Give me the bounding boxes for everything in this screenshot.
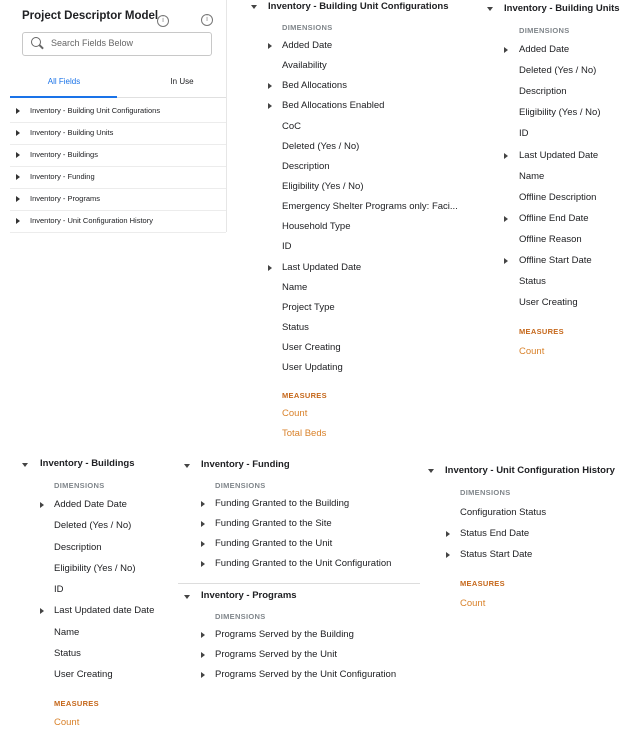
chevron-right-icon[interactable]	[504, 216, 508, 222]
chevron-right-icon	[16, 108, 20, 114]
field-item[interactable]: Offline Reason	[519, 234, 582, 245]
tab-all-fields[interactable]: All Fields	[47, 77, 81, 86]
chevron-right-icon[interactable]	[201, 521, 205, 527]
field-item[interactable]: Added Date	[519, 44, 570, 55]
field-item[interactable]: Name	[519, 171, 545, 182]
active-tab-indicator	[10, 96, 117, 98]
sidebar-item-funding[interactable]	[10, 166, 226, 189]
field-item[interactable]: Programs Served by the Unit	[215, 649, 337, 660]
chevron-down-icon[interactable]	[184, 595, 190, 599]
field-item[interactable]: Funding Granted to the Unit	[215, 538, 333, 549]
field-item[interactable]: Deleted (Yes / No)	[282, 141, 360, 152]
field-item[interactable]: Bed Allocations	[282, 80, 347, 91]
field-item[interactable]: Status	[54, 648, 81, 659]
chevron-right-icon	[16, 130, 20, 136]
field-item[interactable]: Funding Granted to the Site	[215, 518, 332, 529]
field-item[interactable]: Household Type	[282, 221, 351, 232]
chevron-right-icon[interactable]	[268, 103, 272, 109]
section-divider	[178, 583, 420, 584]
field-item[interactable]: Programs Served by the Unit Configuration	[215, 669, 397, 680]
field-picker-panel	[10, 0, 227, 232]
search-input[interactable]	[51, 36, 201, 50]
sidebar-item-label: Inventory - Building Unit Configurations	[30, 106, 161, 115]
field-item[interactable]: Status	[519, 276, 546, 287]
field-item[interactable]: ID	[54, 584, 64, 595]
field-item[interactable]: Emergency Shelter Programs only: Faci...	[282, 201, 458, 212]
view-title[interactable]: Inventory - Building Unit Configurations	[268, 1, 449, 12]
chevron-down-icon[interactable]	[487, 7, 493, 11]
field-item[interactable]: User Creating	[282, 342, 341, 353]
field-item[interactable]: Eligibility (Yes / No)	[54, 563, 136, 574]
measures-label: MEASURES	[519, 327, 564, 336]
chevron-right-icon[interactable]	[446, 531, 450, 537]
dimensions-label: DIMENSIONS	[215, 612, 266, 621]
chevron-right-icon[interactable]	[201, 501, 205, 507]
field-item[interactable]: Programs Served by the Building	[215, 629, 354, 640]
chevron-right-icon	[16, 218, 20, 224]
field-item[interactable]: User Updating	[282, 362, 343, 373]
field-item[interactable]: Status Start Date	[460, 549, 533, 560]
tab-in-use[interactable]: In Use	[170, 77, 194, 86]
field-item[interactable]: Configuration Status	[460, 507, 547, 518]
chevron-right-icon[interactable]	[201, 652, 205, 658]
view-title[interactable]: Inventory - Building Units	[504, 3, 620, 14]
dimensions-label: DIMENSIONS	[460, 488, 511, 497]
field-item[interactable]: Name	[54, 627, 80, 638]
field-item[interactable]: User Creating	[519, 297, 578, 308]
sidebar-item-label: Inventory - Funding	[30, 172, 95, 181]
panel-title: Project Descriptor Model	[22, 10, 159, 22]
chevron-right-icon[interactable]	[446, 552, 450, 558]
measure-item[interactable]: Count	[54, 717, 80, 728]
field-item[interactable]: Availability	[282, 60, 327, 71]
chevron-right-icon[interactable]	[504, 258, 508, 264]
sidebar-item-unit-configuration-history[interactable]	[10, 210, 226, 233]
measure-item[interactable]: Count	[460, 598, 486, 609]
dimensions-label: DIMENSIONS	[282, 23, 333, 32]
sidebar-item-label: Inventory - Building Units	[30, 128, 114, 137]
measures-label: MEASURES	[282, 391, 327, 400]
chevron-right-icon[interactable]	[268, 265, 272, 271]
field-item[interactable]: Deleted (Yes / No)	[519, 65, 597, 76]
chevron-down-icon[interactable]	[184, 464, 190, 468]
sidebar-item-building-units[interactable]	[10, 122, 226, 145]
sidebar-item-label: Inventory - Buildings	[30, 150, 98, 159]
chevron-right-icon[interactable]	[268, 83, 272, 89]
chevron-right-icon[interactable]	[201, 541, 205, 547]
sidebar-item-building-unit-configurations[interactable]	[10, 100, 226, 123]
field-item[interactable]: ID	[519, 128, 529, 139]
chevron-right-icon[interactable]	[201, 632, 205, 638]
view-title[interactable]: Inventory - Programs	[201, 590, 297, 601]
field-item[interactable]: Status	[282, 322, 309, 333]
measures-label: MEASURES	[54, 699, 99, 708]
field-item[interactable]: Bed Allocations Enabled	[282, 100, 385, 111]
dimensions-label: DIMENSIONS	[54, 481, 105, 490]
field-item[interactable]: Added Date Date	[54, 499, 127, 510]
field-item[interactable]: Status End Date	[460, 528, 530, 539]
chevron-right-icon[interactable]	[40, 502, 44, 508]
field-item[interactable]: Eligibility (Yes / No)	[519, 107, 601, 118]
field-item[interactable]: Offline Description	[519, 192, 597, 203]
view-title[interactable]: Inventory - Buildings	[40, 458, 135, 469]
chevron-right-icon[interactable]	[268, 43, 272, 49]
field-item[interactable]: Deleted (Yes / No)	[54, 520, 132, 531]
info-icon[interactable]: i	[201, 14, 213, 26]
field-item[interactable]: Name	[282, 282, 308, 293]
chevron-right-icon	[16, 196, 20, 202]
search-icon	[31, 37, 41, 47]
sidebar-item-label: Inventory - Unit Configuration History	[30, 216, 153, 225]
field-item[interactable]: Added Date	[282, 40, 333, 51]
sidebar-item-label: Inventory - Programs	[30, 194, 101, 203]
chevron-right-icon	[16, 152, 20, 158]
field-item[interactable]: Last Updated date Date	[54, 605, 155, 616]
field-item[interactable]: Description	[519, 86, 567, 97]
field-item[interactable]: ID	[282, 241, 292, 252]
field-item[interactable]: User Creating	[54, 669, 113, 680]
view-title[interactable]: Inventory - Unit Configuration History	[445, 465, 615, 476]
measure-item[interactable]: Count	[519, 346, 545, 357]
field-item[interactable]: Offline Start Date	[519, 255, 592, 266]
dimensions-label: DIMENSIONS	[519, 26, 570, 35]
measure-item[interactable]: Count	[282, 408, 308, 419]
field-item[interactable]: Project Type	[282, 302, 335, 313]
chevron-down-icon[interactable]	[428, 469, 434, 473]
chevron-right-icon[interactable]	[201, 672, 205, 678]
measures-label: MEASURES	[460, 579, 505, 588]
field-item[interactable]: CoC	[282, 121, 302, 132]
info-icon[interactable]: i	[157, 15, 169, 27]
chevron-right-icon[interactable]	[504, 153, 508, 159]
chevron-down-icon[interactable]	[22, 463, 28, 467]
field-item[interactable]: Offline End Date	[519, 213, 589, 224]
measure-item[interactable]: Total Beds	[282, 428, 327, 439]
chevron-right-icon	[16, 174, 20, 180]
sidebar-item-buildings[interactable]	[10, 144, 226, 167]
chevron-right-icon[interactable]	[504, 47, 508, 53]
field-item[interactable]: Last Updated Date	[519, 150, 599, 161]
chevron-right-icon[interactable]	[40, 608, 44, 614]
field-item[interactable]: Funding Granted to the Building	[215, 498, 350, 509]
field-item[interactable]: Description	[282, 161, 330, 172]
view-title[interactable]: Inventory - Funding	[201, 459, 290, 470]
field-item[interactable]: Funding Granted to the Unit Configuration	[215, 558, 392, 569]
field-item[interactable]: Eligibility (Yes / No)	[282, 181, 364, 192]
search-box[interactable]	[22, 32, 212, 56]
chevron-right-icon[interactable]	[201, 561, 205, 567]
field-item[interactable]: Last Updated Date	[282, 262, 362, 273]
sidebar-item-programs[interactable]	[10, 188, 226, 211]
field-item[interactable]: Description	[54, 542, 102, 553]
chevron-down-icon[interactable]	[251, 5, 257, 9]
dimensions-label: DIMENSIONS	[215, 481, 266, 490]
